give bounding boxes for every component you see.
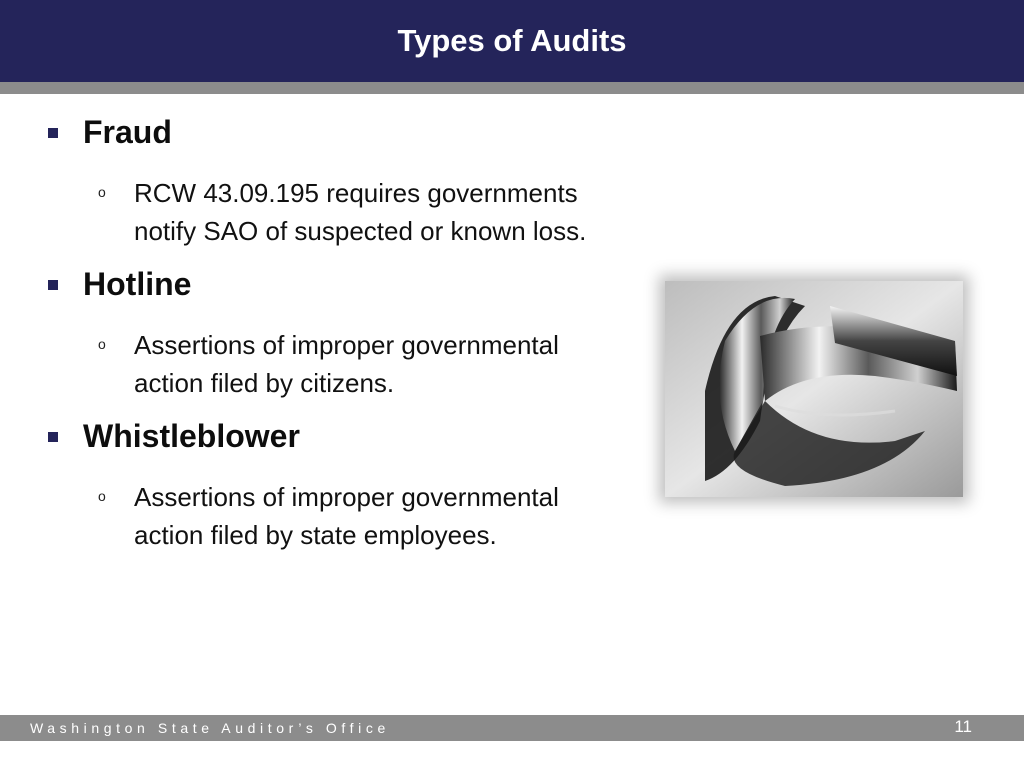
sub-bullet-text: RCW 43.09.195 requires governments notify SAO of suspected or known loss. (134, 178, 587, 246)
square-bullet-icon (48, 128, 58, 138)
footer-organization: Washington State Auditor’s Office (30, 720, 390, 736)
slide-header (0, 0, 1024, 82)
square-bullet-icon (48, 280, 58, 290)
sub-bullet (44, 478, 624, 554)
bullet-fraud (44, 112, 624, 250)
bullet-list (44, 112, 624, 568)
slide-footer (0, 715, 1024, 741)
circle-bullet-icon: o (98, 336, 106, 352)
sub-bullet (44, 326, 624, 402)
circle-bullet-icon: o (98, 488, 106, 504)
whistle-icon (665, 281, 963, 497)
bullet-whistleblower (44, 416, 624, 554)
sub-bullet-text: Assertions of improper governmental action filed by citizens. (134, 330, 559, 398)
sub-bullet-text: Assertions of improper governmental action filed by state employees. (134, 482, 559, 550)
bullet-heading: Hotline (83, 266, 192, 302)
header-divider (0, 82, 1024, 94)
square-bullet-icon (48, 432, 58, 442)
bullet-hotline (44, 264, 624, 402)
bullet-heading: Whistleblower (83, 418, 300, 454)
slide-title: Types of Audits (397, 23, 627, 58)
page-number: 11 (954, 717, 972, 736)
whistle-photo (665, 281, 963, 497)
sub-bullet (44, 174, 624, 250)
bullet-heading: Fraud (83, 114, 172, 150)
circle-bullet-icon: o (98, 184, 106, 200)
